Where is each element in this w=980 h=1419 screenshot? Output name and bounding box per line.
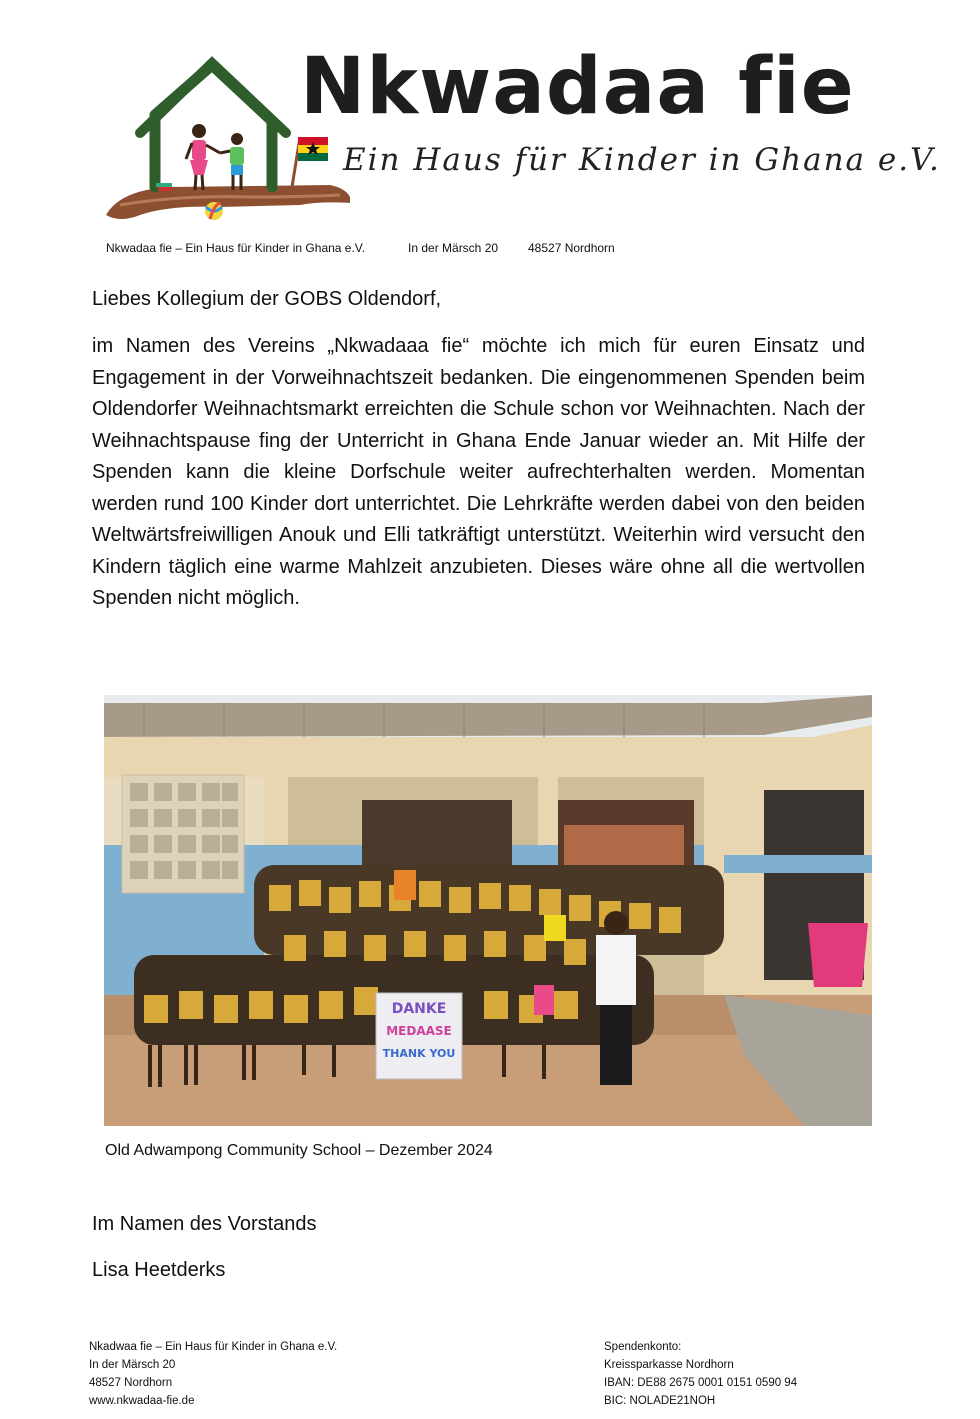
closing-line: Im Namen des Vorstands xyxy=(92,1213,317,1235)
footer-bank-name: Kreissparkasse Nordhorn xyxy=(604,1359,734,1371)
school-photo xyxy=(104,695,872,1126)
footer-bank-details xyxy=(604,1338,797,1410)
footer-street: In der Märsch 20 xyxy=(89,1359,176,1371)
sign-text-thank-you: THANK YOU xyxy=(382,1047,456,1060)
brand-subtitle: Ein Haus für Kinder in Ghana e.V. xyxy=(343,142,941,178)
footer-bic: BIC: NOLADE21NOH xyxy=(604,1395,716,1407)
photo-caption: Old Adwampong Community School – Dezember 2024 xyxy=(105,1142,493,1159)
footer-city: 48527 Nordhorn xyxy=(89,1377,173,1389)
sender-street: In der Märsch 20 xyxy=(408,241,499,255)
footer-website-link[interactable]: www.nkwadaa-fie.de xyxy=(89,1395,195,1407)
sender-org: Nkwadaa fie – Ein Haus für Kinder in Ghana e.V. xyxy=(106,241,366,255)
salutation: Liebes Kollegium der GOBS Oldendorf, xyxy=(92,288,442,310)
footer-address xyxy=(89,1338,337,1410)
footer-bank-label: Spendenkonto: xyxy=(604,1341,682,1353)
sign-text-medaase: MEDAASE xyxy=(386,1024,452,1038)
brand-title: Nkwadaa fie xyxy=(300,42,855,132)
footer-org: Nkadwaa fie – Ein Haus für Kinder in Ghana e.V. xyxy=(89,1341,338,1353)
sign-text-danke: DANKE xyxy=(391,1001,447,1017)
footer-iban: IBAN: DE88 2675 0001 0151 0590 94 xyxy=(604,1377,798,1389)
signature-name: Lisa Heetderks xyxy=(92,1259,226,1281)
letter-body: im Namen des Vereins „Nkwadaaa fie“ möchte ich mich für euren Einsatz und Engagement in der Vorweihnachtszeit bedanken. Die eingenommenen Spenden beim Oldendorfer Weihnachtsmarkt erreichten die Schule schon vor Weihnachten. Nach der Weihnachtspause fing der Unterricht in Ghana Ende Januar wieder an. Mit Hilfe der Spenden kann die kleine Dorfschule weiter aufrechterhalten werden. Momentan werden rund 100 Kinder dort unterrichtet. Die Lehrkräfte werden dabei von den beiden Weltwärtsfreiwilligen Anouk und Elli tatkräftigt unterstützt. Weiterhin wird versucht den Kindern täglich eine warme Mahlzeit anzubieten. Dieses wäre ohne all die wertvollen Spenden nicht möglich. xyxy=(92,335,865,609)
sender-city: 48527 Nordhorn xyxy=(528,241,615,255)
